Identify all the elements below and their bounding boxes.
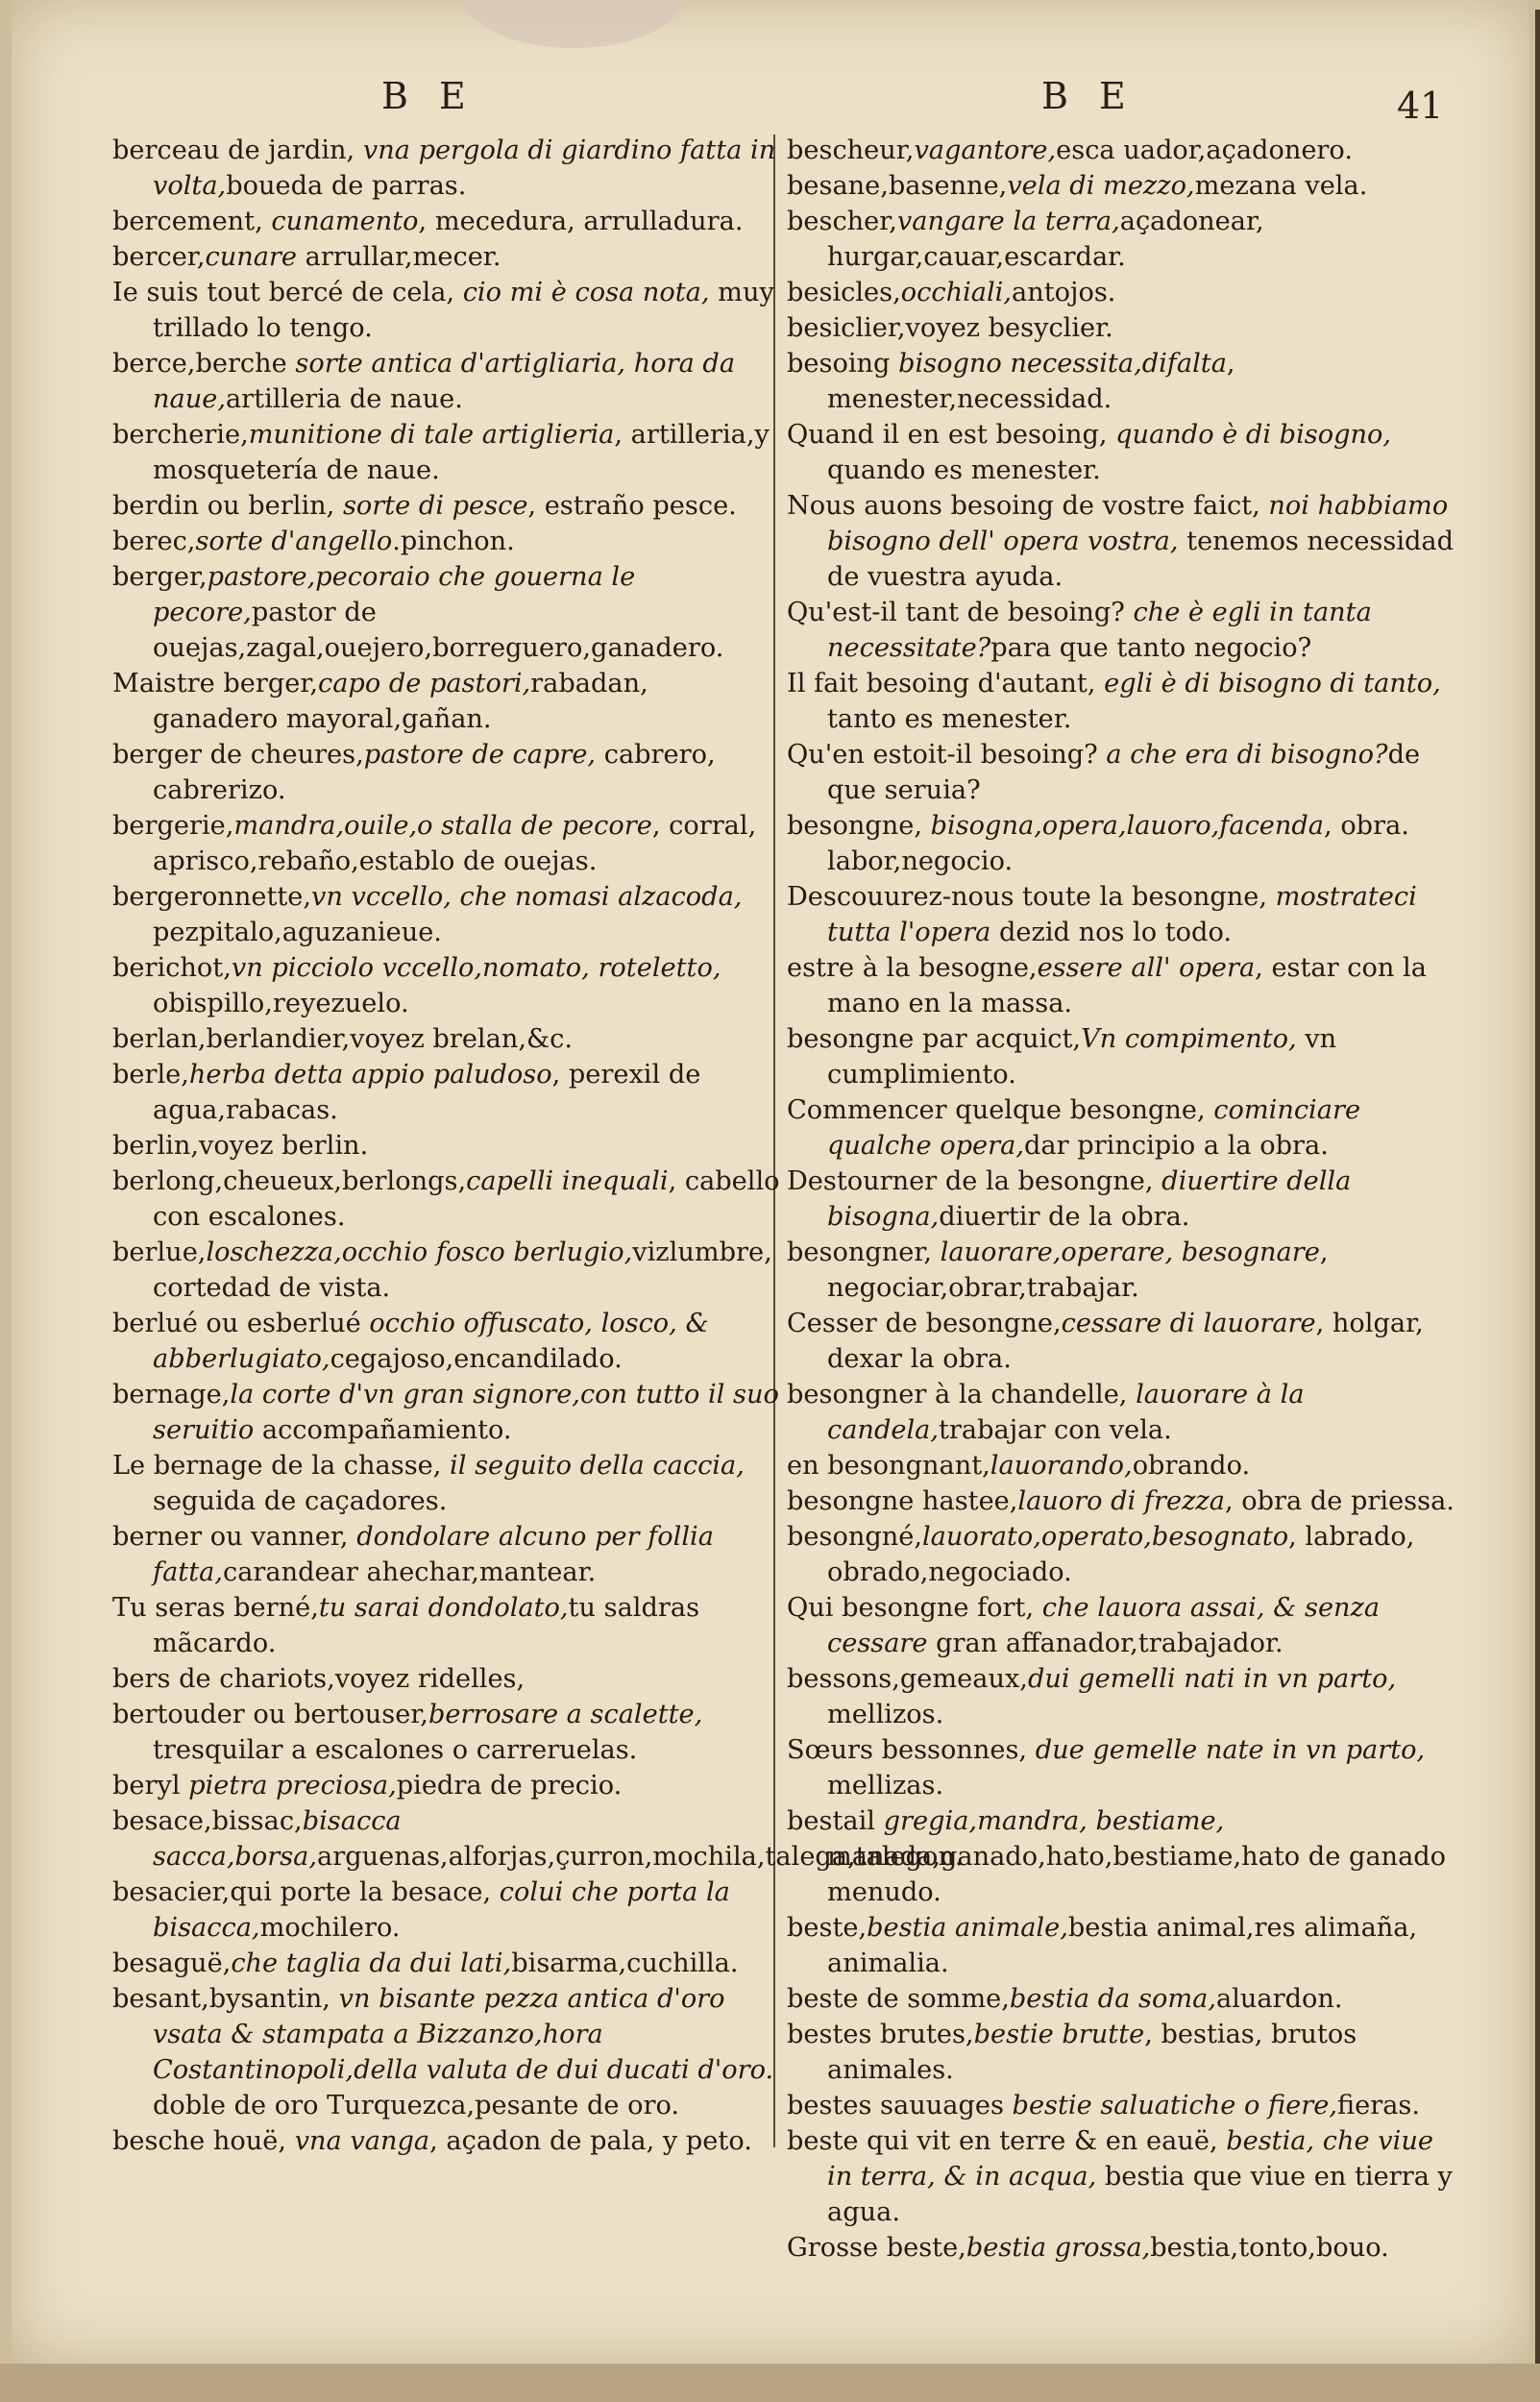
entry-headword: bescher, <box>787 207 897 236</box>
entry-headword: besane,basenne, <box>787 171 1008 201</box>
entry-headword: besicles, <box>787 278 901 307</box>
entry-headword: berlong,cheueux,berlongs, <box>112 1166 467 1196</box>
entry-italian: vna pergola di giardino fatta in volta, <box>153 135 776 201</box>
entry-italian: tu sarai dondolato, <box>318 1593 569 1623</box>
entry-headword: berlue, <box>112 1238 207 1267</box>
dictionary-entry <box>112 1768 780 1803</box>
dictionary-entry <box>787 595 1454 666</box>
dictionary-entry <box>112 1590 780 1661</box>
dictionary-entry <box>112 275 780 346</box>
dictionary-entry <box>787 1519 1454 1590</box>
entry-italian: egli è di bisogno di tanto, <box>1104 669 1441 699</box>
entry-spanish: dezid nos lo todo. <box>990 918 1232 947</box>
entry-spanish: tu saldras mãcardo. <box>153 1593 700 1658</box>
dictionary-entry <box>787 879 1454 950</box>
entry-spanish: , artilleria,y mosquetería de naue. <box>153 420 770 485</box>
entry-spanish: doble de oro Turquezca,pesante de oro. <box>153 2091 680 2120</box>
entry-italian: cio mi è cosa nota, <box>462 278 710 307</box>
entry-headword: bercement, <box>112 207 272 236</box>
entry-spanish: cegajoso,encandilado. <box>330 1344 623 1374</box>
entry-spanish: , obra de priessa. <box>1224 1486 1454 1516</box>
entry-headword: besche houë, <box>112 2126 295 2156</box>
entry-headword: berce,berche <box>112 349 296 379</box>
entry-italian: quando è di bisogno, <box>1115 420 1392 450</box>
page-number: 41 <box>1397 85 1444 127</box>
dictionary-entry <box>787 1164 1454 1235</box>
entry-italian: pastore de capre, <box>363 740 597 770</box>
entry-headword: besant,bysantin, <box>112 1984 339 2014</box>
entry-italian: a che era di bisogno? <box>1106 740 1388 770</box>
entry-headword: besongne hastee, <box>787 1486 1018 1516</box>
entry-italian: la corte d'vn gran signore,con tutto il suo seruitio <box>153 1380 779 1445</box>
entry-headword: Ie suis tout bercé de cela, <box>112 278 463 307</box>
dictionary-entry <box>787 488 1454 595</box>
entry-spanish: açadonear, hurgar,cauar,escardar. <box>827 207 1264 272</box>
entry-italian: dondolare alcuno per follia fatta, <box>153 1522 714 1587</box>
entry-italian: capo de pastori, <box>317 669 531 699</box>
dictionary-entry <box>112 417 780 488</box>
entry-spanish: , cabello con escalones. <box>153 1166 780 1232</box>
dictionary-entry <box>112 1519 780 1590</box>
entry-spanish: bestia,tonto,bouo. <box>1150 2233 1389 2263</box>
entry-italian: sorte di pesce <box>342 491 528 521</box>
entry-headword: besongne, <box>787 811 931 841</box>
entry-headword: berdin ou berlin, <box>112 491 343 521</box>
entry-italian: bestia animale, <box>867 1913 1068 1943</box>
entry-spanish: , perexil de agua,rabacas. <box>153 1060 701 1125</box>
entry-headword: beryl <box>112 1771 189 1801</box>
entry-spanish: piedra de precio. <box>396 1771 623 1801</box>
entry-headword: Commencer quelque besongne, <box>787 1095 1214 1125</box>
entry-italian: bestia grossa, <box>966 2233 1151 2263</box>
entry-italian: mostrateci tutta l'opera <box>827 882 1417 947</box>
dictionary-entry <box>112 1235 780 1306</box>
dictionary-entry <box>112 1128 780 1164</box>
entry-italian: vela di mezzo, <box>1007 171 1195 201</box>
dictionary-entry <box>787 2088 1454 2123</box>
dictionary-entry <box>787 1483 1454 1519</box>
dictionary-entry <box>787 1377 1454 1448</box>
entry-headword: bertouder ou bertouser, <box>112 1700 428 1729</box>
entry-italian: occhiali, <box>900 278 1013 307</box>
entry-spanish: mezana vela. <box>1194 171 1368 201</box>
entry-spanish: , açadon de pala, y peto. <box>429 2126 752 2156</box>
entry-headword: berceau de jardin, <box>112 135 355 165</box>
thumb-shadow <box>463 0 684 48</box>
entry-headword: en besongnant, <box>787 1451 990 1481</box>
entry-spanish: , obra. labor,negocio. <box>827 811 1409 876</box>
dictionary-entry <box>112 1377 780 1448</box>
entry-headword: bessons,gemeaux, <box>787 1664 1028 1694</box>
entry-spanish: diuertir de la obra. <box>939 1202 1190 1232</box>
entry-spanish: de que seruia? <box>827 740 1421 805</box>
entry-italian: bisogna,opera,lauoro,facenda <box>930 811 1325 841</box>
entry-spanish: obispillo,reyezuelo. <box>153 989 409 1018</box>
entry-spanish: bestia animal,res alimaña, animalia. <box>827 1913 1418 1978</box>
entry-spanish: accompañamiento. <box>254 1415 512 1445</box>
entry-spanish: tresquilar a escalones o carreruelas. <box>153 1735 638 1765</box>
entry-spanish: arguenas,alforjas,çurron,mochila,talega,talegon. <box>317 1842 964 1872</box>
entry-spanish: vizlumbre, cortedad de vista. <box>153 1238 772 1303</box>
entry-headword: bestes sauuages <box>787 2091 1013 2120</box>
entry-italian: bestie brutte <box>973 2020 1145 2049</box>
dictionary-entry <box>112 524 780 559</box>
entry-italian: che taglia da dui lati, <box>231 1949 512 1978</box>
entry-spanish: , mecedura, arrulladura. <box>418 207 744 236</box>
scan-bottom-edge <box>0 2364 1540 2402</box>
entry-italian: mandra,ouile,o stalla de pecore <box>233 811 652 841</box>
entry-spanish: boueda de parras. <box>226 171 467 201</box>
entry-italian: bisogno necessita,difalta <box>898 349 1227 379</box>
dictionary-entry <box>787 275 1454 310</box>
entry-italian: bestie saluatiche o fiere, <box>1012 2091 1337 2120</box>
dictionary-entry <box>112 1306 780 1377</box>
entry-headword: berlué ou esberlué <box>112 1309 370 1338</box>
entry-italian: cunare <box>205 242 298 272</box>
dictionary-entry <box>112 488 780 524</box>
entry-spanish: mochilero. <box>259 1913 401 1943</box>
entry-headword: Qui besongne fort, <box>787 1593 1042 1623</box>
entry-headword: bercherie, <box>112 420 249 450</box>
entry-italian: dui gemelli nati in vn parto, <box>1027 1664 1397 1694</box>
dictionary-entry <box>112 737 780 808</box>
entry-headword: besiclier,voyez besyclier. <box>787 313 1113 343</box>
dictionary-entry <box>787 2123 1454 2230</box>
dictionary-entry <box>787 1590 1454 1661</box>
entry-headword: bercer, <box>112 242 206 272</box>
dictionary-entry <box>112 1021 780 1057</box>
entry-italian: lauorato,operato,besognato <box>921 1522 1289 1552</box>
entry-headword: estre à la besogne, <box>787 953 1038 983</box>
entry-spanish: gran affanador,trabajador. <box>927 1629 1283 1658</box>
entry-italian: vn bisante pezza antica d'oro vsata & stampata a Bizzanzo,hora Costantinopoli,della valuta de dui ducati d'oro. <box>153 1984 774 2085</box>
entry-headword: bernage, <box>112 1380 231 1409</box>
dictionary-entry <box>787 1092 1454 1164</box>
dictionary-entry <box>787 1981 1454 2017</box>
entry-spanish: esca uador,açadonero. <box>1056 135 1353 165</box>
dictionary-entry <box>787 346 1454 417</box>
entry-italian: bisacca sacca,borsa, <box>153 1806 402 1872</box>
entry-spanish: muy trillado lo tengo. <box>153 278 774 343</box>
entry-spanish: , estar con la mano en la massa. <box>827 953 1427 1018</box>
entry-italian: il seguito della caccia, <box>450 1451 745 1481</box>
dictionary-entry <box>787 1306 1454 1377</box>
entry-headword: Destourner de la besongne, <box>787 1166 1162 1196</box>
entry-spanish: .pinchon. <box>392 527 515 556</box>
dictionary-entry <box>112 879 780 950</box>
entry-italian: vna vanga <box>294 2126 430 2156</box>
entry-spanish: pastor de ouejas,zagal,ouejero,borreguero,ganadero. <box>153 598 724 663</box>
entry-headword: berec, <box>112 527 196 556</box>
dictionary-entry <box>787 133 1454 168</box>
entry-headword: Maistre berger, <box>112 669 318 699</box>
dictionary-entry <box>112 1875 780 1946</box>
entry-headword: Tu seras berné, <box>112 1593 319 1623</box>
entry-spanish: tanto es menester. <box>827 704 1072 734</box>
entry-headword: beste qui vit en terre & en eauë, <box>787 2126 1227 2156</box>
entry-spanish: , estraño pesce. <box>527 491 737 521</box>
dictionary-entry <box>787 737 1454 808</box>
entry-spanish: trabajar con vela. <box>939 1415 1172 1445</box>
entry-italian: lauorare à la candela, <box>827 1380 1305 1445</box>
entry-spanish: rabadan, ganadero mayoral,gañan. <box>153 669 648 734</box>
dictionary-entry <box>787 1910 1454 1981</box>
entry-italian: loschezza,occhio fosco berlugio, <box>206 1238 633 1267</box>
entry-headword: Cesser de besongne, <box>787 1309 1062 1338</box>
dictionary-entry <box>787 1448 1454 1483</box>
entry-spanish: artilleria de naue. <box>225 384 463 414</box>
entry-spanish: vn cumplimiento. <box>827 1024 1337 1090</box>
dictionary-entry <box>787 2017 1454 2088</box>
entry-headword: bergerie, <box>112 811 234 841</box>
entry-italian: vangare la terra, <box>896 207 1120 236</box>
dictionary-entry <box>787 2230 1454 2266</box>
entry-italian: berrosare a scalette, <box>428 1700 703 1729</box>
entry-italian: cunamento <box>271 207 419 236</box>
entry-spanish: carandear ahechar,mantear. <box>222 1557 597 1587</box>
dictionary-entry <box>112 2123 780 2159</box>
entry-italian: pastore,pecoraio che gouerna le pecore, <box>153 562 636 627</box>
entry-spanish: mellizos. <box>827 1700 944 1729</box>
dictionary-entry <box>112 1448 780 1519</box>
dictionary-entry <box>112 204 780 239</box>
dictionary-entry <box>112 346 780 417</box>
dictionary-entry <box>112 1057 780 1128</box>
running-head-left: B E <box>381 75 476 117</box>
entry-headword: Il fait besoing d'autant, <box>787 669 1105 699</box>
entry-italian: lauoro di frezza <box>1017 1486 1225 1516</box>
entry-italian: sorte antica d'artigliaria, hora da naue, <box>153 349 736 414</box>
entry-headword: besacier,qui porte la besace, <box>112 1877 500 1907</box>
entry-spanish: quando es menester. <box>827 455 1101 485</box>
entry-spanish: , corral, aprisco,rebaño,establo de ouejas. <box>153 811 757 876</box>
dictionary-entry <box>787 1021 1454 1092</box>
entry-spanish: aluardon. <box>1215 1984 1343 2014</box>
entry-headword: beste, <box>787 1913 868 1943</box>
entry-headword: Sœurs bessonnes, <box>787 1735 1036 1765</box>
entry-spanish: antojos. <box>1012 278 1116 307</box>
entry-headword: besongner, <box>787 1238 941 1267</box>
dictionary-entry <box>787 204 1454 275</box>
entry-italian: cessare di lauorare <box>1061 1309 1316 1338</box>
entry-headword: bestail <box>787 1806 884 1836</box>
entry-italian: colui che porta la bisacca, <box>153 1877 730 1943</box>
dictionary-entry <box>112 559 780 666</box>
entry-italian: pietra preciosa, <box>188 1771 397 1801</box>
entry-headword: besaguë, <box>112 1949 232 1978</box>
dictionary-entry <box>787 950 1454 1021</box>
entry-spanish: manada,ganado,hato,bestiame,hato de ganado menudo. <box>827 1842 1447 1907</box>
entry-spanish: bestia que viue en tierra y agua. <box>827 2162 1453 2227</box>
dictionary-entry <box>112 1164 780 1235</box>
entry-italian: lauorando, <box>990 1451 1133 1481</box>
entry-italian: bestia da soma, <box>1009 1984 1216 2014</box>
dictionary-entry <box>787 666 1454 737</box>
dictionary-entry <box>112 1946 780 1981</box>
entry-italian: cominciare qualche opera, <box>827 1095 1361 1161</box>
entry-headword: Le bernage de la chasse, <box>112 1451 451 1481</box>
entry-spanish: cabrero, cabrerizo. <box>153 740 716 805</box>
entry-headword: besoing <box>787 349 899 379</box>
entry-italian: vn picciolo vccello,nomato, roteletto, <box>231 953 721 983</box>
entry-italian: herba detta appio paludoso <box>188 1060 552 1090</box>
entry-headword: Qu'est-il tant de besoing? <box>787 598 1134 627</box>
dictionary-entry <box>787 1803 1454 1910</box>
entry-italian: occhio offuscato, losco, & abberlugiato, <box>153 1309 709 1374</box>
running-head-right: B E <box>1041 75 1136 117</box>
entry-headword: bestes brutes, <box>787 2020 974 2049</box>
entry-spanish: , bestias, brutos animales. <box>827 2020 1357 2085</box>
entry-spanish: para que tanto negocio? <box>990 633 1312 663</box>
entry-italian: diuertire della bisogna, <box>827 1166 1352 1232</box>
dictionary-entry <box>112 666 780 737</box>
entry-headword: Descouurez-nous toute la besongne, <box>787 882 1276 912</box>
entry-italian: munitione di tale artiglieria <box>248 420 615 450</box>
entry-italian: noi habbiamo bisogno dell' opera vostra, <box>827 491 1449 556</box>
entry-spanish: , holgar, dexar la obra. <box>827 1309 1424 1374</box>
entry-headword: berger, <box>112 562 208 592</box>
dictionary-entry <box>112 239 780 275</box>
entry-italian: Vn compimento, <box>1081 1024 1297 1054</box>
dictionary-entry <box>787 310 1454 346</box>
entry-spanish: mellizas. <box>827 1771 944 1801</box>
entry-italian: vagantore, <box>914 135 1057 165</box>
entry-headword: besongne par acquict, <box>787 1024 1082 1054</box>
entry-headword: berlan,berlandier,voyez brelan,&c. <box>112 1024 574 1054</box>
dictionary-entry <box>787 1235 1454 1306</box>
entry-headword: berle, <box>112 1060 189 1090</box>
entry-headword: berlin,voyez berlin. <box>112 1131 369 1161</box>
entry-italian: sorte d'angello <box>195 527 393 556</box>
entry-italian: vn vccello, che nomasi alzacoda, <box>311 882 743 912</box>
entry-spanish: arrullar,mecer. <box>297 242 501 272</box>
entry-headword: beste de somme, <box>787 1984 1010 2014</box>
dictionary-entry <box>787 168 1454 204</box>
dictionary-entry <box>112 1981 780 2123</box>
entry-headword: bers de chariots,voyez ridelles, <box>112 1664 526 1694</box>
entry-headword: besace,bissac, <box>112 1806 303 1836</box>
entry-headword: Nous auons besoing de vostre faict, <box>787 491 1269 521</box>
entry-headword: Quand il en est besoing, <box>787 420 1116 450</box>
entry-headword: berner ou vanner, <box>112 1522 357 1552</box>
entry-spanish: obrando. <box>1132 1451 1251 1481</box>
entry-italian: che lauora assai, & senza cessare <box>827 1593 1381 1658</box>
entry-italian: essere all' opera <box>1037 953 1256 983</box>
entry-headword: Qu'en estoit-il besoing? <box>787 740 1107 770</box>
binding-edge <box>1535 10 1540 2364</box>
entry-italian: due gemelle nate in vn parto, <box>1035 1735 1426 1765</box>
right-column <box>787 133 1454 2266</box>
entry-spanish: , negociar,obrar,trabajar. <box>827 1238 1329 1303</box>
dictionary-entry <box>787 1661 1454 1732</box>
dictionary-entry <box>787 808 1454 879</box>
entry-italian: che è egli in tanta necessitate? <box>827 598 1372 663</box>
entry-headword: besongner à la chandelle, <box>787 1380 1137 1409</box>
entry-italian: gregia,mandra, bestiame, <box>883 1806 1225 1836</box>
entry-spanish: seguida de caçadores. <box>153 1486 448 1516</box>
entry-headword: besongné, <box>787 1522 922 1552</box>
dictionary-entry <box>787 417 1454 488</box>
entry-spanish: dar principio a la obra. <box>1024 1131 1329 1161</box>
dictionary-entry <box>112 1661 780 1697</box>
entry-italian: bestia, che viue in terra, & in acqua, <box>827 2126 1433 2192</box>
entry-italian: lauorare,operare, besognare <box>940 1238 1320 1267</box>
entry-spanish: , menester,necessidad. <box>827 349 1235 414</box>
dictionary-entry <box>112 1697 780 1768</box>
entry-headword: berichot, <box>112 953 232 983</box>
entry-italian: capelli inequali <box>466 1166 669 1196</box>
dictionary-entry <box>787 1732 1454 1803</box>
entry-spanish: bisarma,cuchilla. <box>511 1949 739 1978</box>
book-page <box>12 0 1529 2364</box>
entry-headword: bescheur, <box>787 135 915 165</box>
entry-spanish: pezpitalo,aguzanieue. <box>153 918 442 947</box>
entry-spanish: , labrado, obrado,negociado. <box>827 1522 1415 1587</box>
entry-headword: berger de cheures, <box>112 740 364 770</box>
entry-headword: Grosse beste, <box>787 2233 966 2263</box>
entry-spanish: fieras. <box>1336 2091 1421 2120</box>
dictionary-entry <box>112 950 780 1021</box>
entry-headword: bergeronnette, <box>112 882 312 912</box>
dictionary-entry <box>112 808 780 879</box>
entry-spanish: tenemos necessidad de vuestra ayuda. <box>827 527 1454 592</box>
dictionary-entry <box>112 133 780 204</box>
